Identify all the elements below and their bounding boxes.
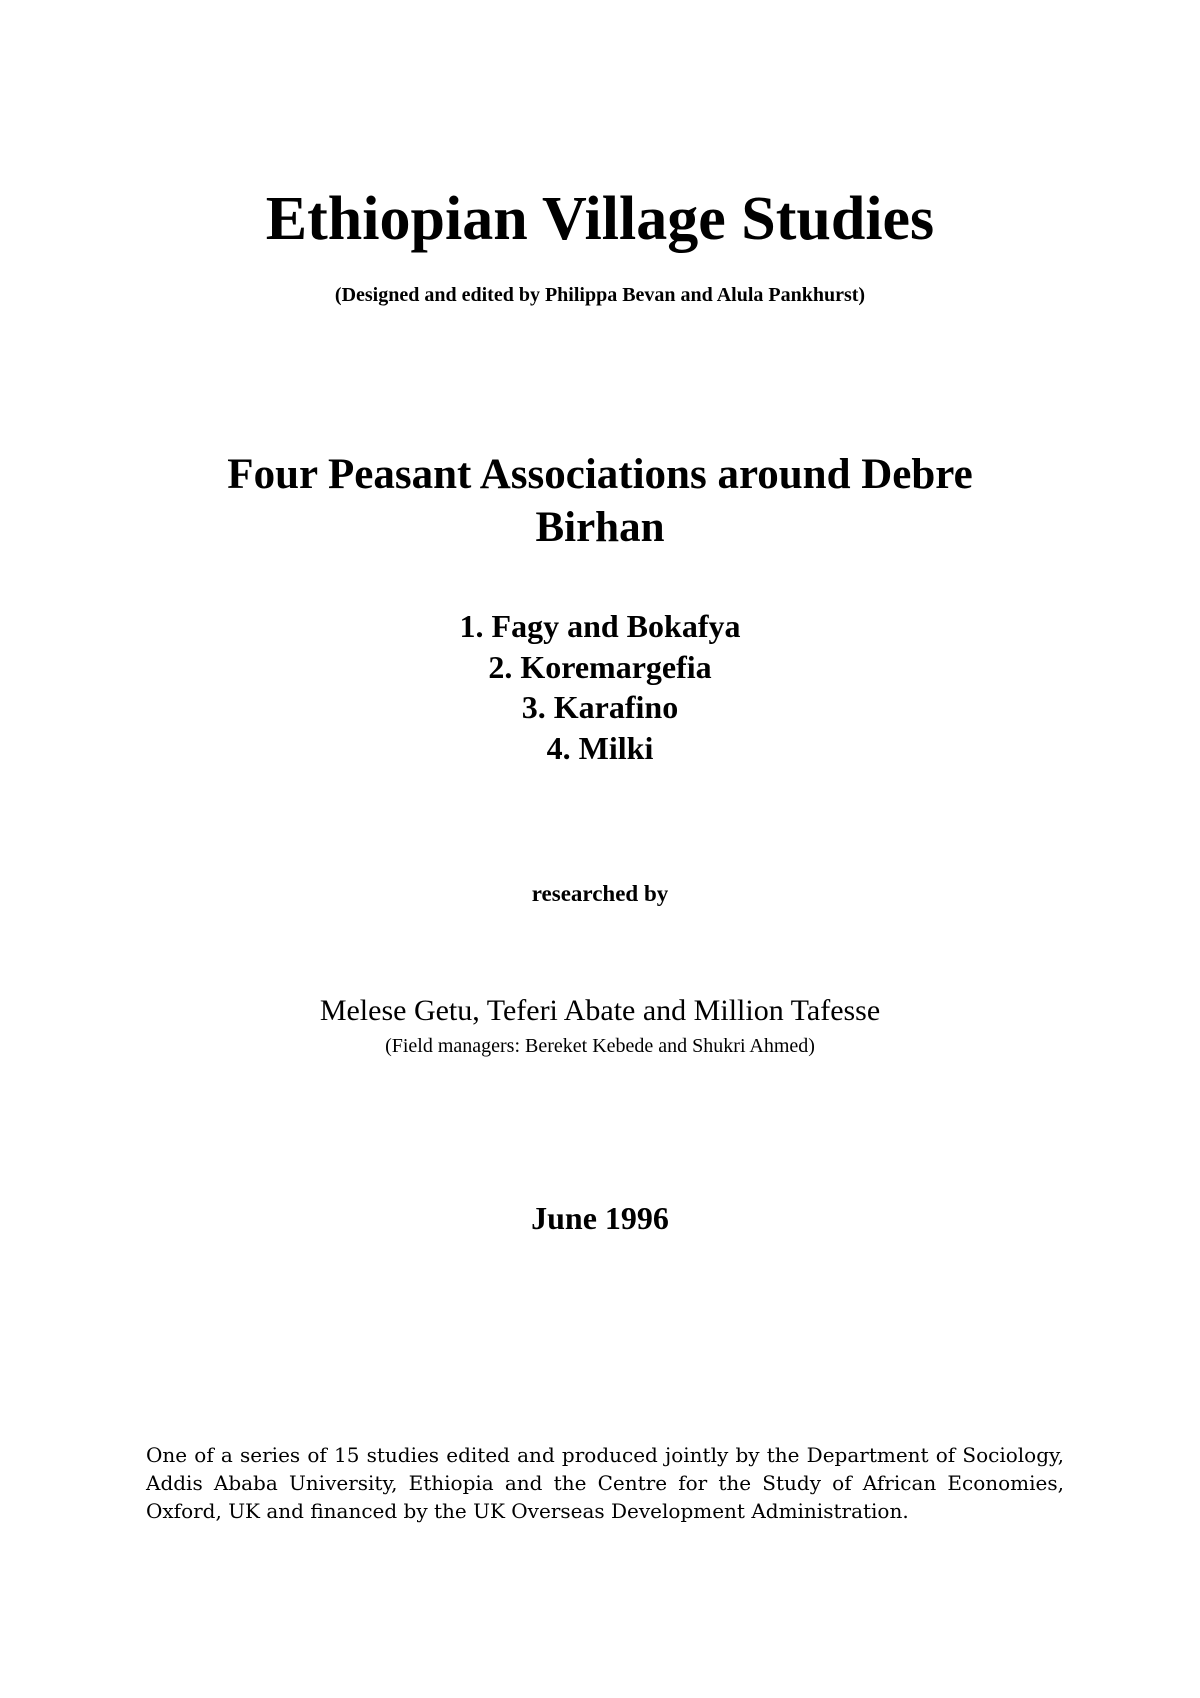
study-title: Four Peasant Associations around Debre Birhan xyxy=(227,451,973,551)
field-managers: (Field managers: Bereket Kebede and Shukri Ahmed) xyxy=(385,1035,815,1057)
list-item: 2. Koremargefia xyxy=(488,648,712,685)
series-footnote: One of a series of 15 studies edited and produced jointly by the Department of Sociology, Addis Ababa University, Ethiopia and the Centre for the Study of African Economies, Oxford, UK and financed by the UK Overseas Development Administration. xyxy=(146,1443,1064,1523)
series-title: Ethiopian Village Studies xyxy=(265,185,935,253)
researchers: Melese Getu, Teferi Abate and Million Tafesse xyxy=(319,994,881,1027)
publication-date: June 1996 xyxy=(531,1200,669,1236)
editors-note: (Designed and edited by Philippa Bevan and Alula Pankhurst) xyxy=(334,284,866,306)
peasant-association-list xyxy=(0,606,1200,768)
list-item: 1. Fagy and Bokafya xyxy=(459,608,741,644)
list-item: 4. Milki xyxy=(546,729,654,766)
researched-by-label: researched by xyxy=(531,881,669,906)
list-item: 3. Karafino xyxy=(521,689,679,725)
